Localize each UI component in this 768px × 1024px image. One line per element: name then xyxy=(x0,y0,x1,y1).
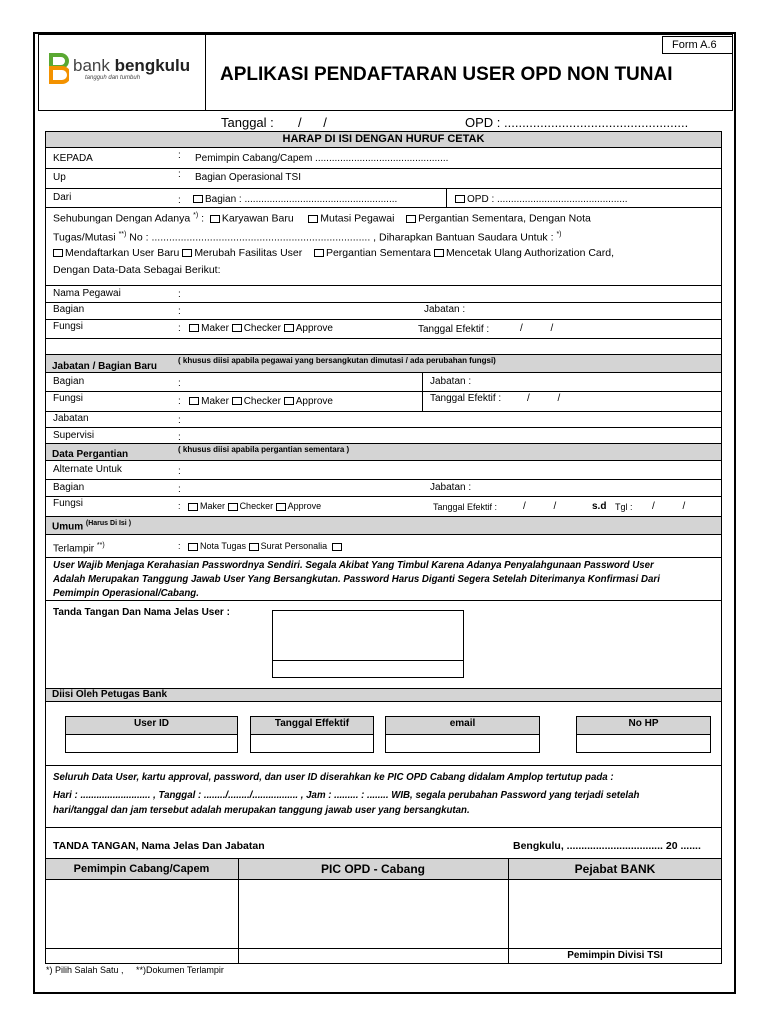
pergantian-bar xyxy=(45,443,722,461)
checkbox-mutasi[interactable] xyxy=(308,215,318,223)
row-line xyxy=(45,557,722,558)
checkbox-pg-approve[interactable] xyxy=(276,503,286,511)
dari-divider xyxy=(446,188,447,207)
pg-fungsi-options xyxy=(178,502,321,511)
bank-logo-icon xyxy=(47,52,69,84)
checkbox-jb-approve[interactable] xyxy=(284,397,294,405)
petugas-title: Diisi Oleh Petugas Bank xyxy=(52,689,168,700)
row-line xyxy=(45,391,722,392)
logo-tagline: tangguh dan tumbuh xyxy=(85,75,141,81)
row-line xyxy=(45,827,722,828)
sehubungan-text: Sehubungan Dengan Adanya xyxy=(53,212,191,225)
dari-opd-field[interactable] xyxy=(455,195,628,205)
pemimpin-divisi-tsi: Pemimpin Divisi TSI xyxy=(567,950,663,961)
col-pejabat-bank: Pejabat BANK xyxy=(574,862,656,876)
colon: : xyxy=(178,396,181,407)
approve-label: Approve xyxy=(295,396,333,407)
alternate-label: Alternate Untuk xyxy=(53,464,122,475)
terlampir-label xyxy=(53,542,105,554)
ttd-user-label: Tanda Tangan Dan Nama Jelas User : xyxy=(53,607,230,618)
opt-merubah-label: Merubah Fasilitas User xyxy=(194,247,303,259)
dari-bagian-text: Bagian : ....................................................... xyxy=(205,194,398,205)
checkbox-approve[interactable] xyxy=(284,324,294,332)
row-line xyxy=(45,207,722,208)
tanggal-label: Tanggal : xyxy=(221,115,274,130)
checkbox-mendaftar[interactable] xyxy=(53,249,63,257)
checker-label: Checker xyxy=(243,396,281,407)
colon: : xyxy=(178,415,181,426)
pergantian-title: Data Pergantian xyxy=(52,449,129,460)
checkbox-pg-checker[interactable] xyxy=(228,503,238,511)
bagian-label: Bagian xyxy=(53,304,85,315)
seluruh-line-3: hari/tanggal dan jam tersebut adalah merupakan tanggung jawab user yang bersangkutan. xyxy=(53,805,470,816)
pergantian-note: ( khusus diisi apabila pergantian sementara ) xyxy=(178,445,350,454)
fungsi-options xyxy=(178,324,333,334)
fungsi-label: Fungsi xyxy=(53,321,84,332)
checkbox-pergantian[interactable] xyxy=(314,249,324,257)
banner-text: HARAP DI ISI DENGAN HURUF CETAK xyxy=(282,133,485,145)
pg-tgl-efektif-label: Tanggal Efektif : xyxy=(433,502,498,512)
jb-jabatan-label: Jabatan : xyxy=(430,376,472,387)
maker-label: Maker xyxy=(200,501,226,511)
checkbox-pg-maker[interactable] xyxy=(188,503,198,511)
row-line xyxy=(45,411,722,412)
colon: : xyxy=(178,484,181,495)
sd-label: s.d xyxy=(592,501,607,512)
opt-mencetak-label: Mencetak Ulang Authorization Card, xyxy=(445,247,615,259)
signature-pejabat-bank-area[interactable] xyxy=(509,881,721,948)
place-date[interactable]: Bengkulu, ................................. 20 ....... xyxy=(513,840,701,852)
umum-bar xyxy=(45,516,722,535)
col-pemimpin-cabang: Pemimpin Cabang/Capem xyxy=(73,863,210,875)
checkbox-jb-checker[interactable] xyxy=(232,397,242,405)
nama-pegawai-label: Nama Pegawai xyxy=(53,288,121,299)
nota-tugas-label: Nota Tugas xyxy=(200,541,247,551)
umum-title-sup: (Harus Di Isi ) xyxy=(85,520,132,527)
checker-label: Checker xyxy=(243,323,281,334)
colon: : xyxy=(178,541,181,551)
dari-label: Dari xyxy=(53,192,72,203)
row-line xyxy=(45,338,722,339)
pg-fungsi-label: Fungsi xyxy=(53,498,84,509)
row-line xyxy=(45,496,722,497)
colon: : xyxy=(178,306,181,317)
tugas-mutasi-text: Tugas/Mutasi xyxy=(53,231,116,244)
kepada-label: KEPADA xyxy=(53,153,93,164)
email-label: email xyxy=(449,718,476,729)
row-line xyxy=(45,479,722,480)
nomor-field[interactable]: No : ........................................................................... , Diharapkan Bantuan Saudara Untuk : xyxy=(129,231,554,244)
tanggal-slashes: / / xyxy=(298,115,327,130)
signature-pemimpin-cabang-area[interactable] xyxy=(46,881,237,948)
notice-line-2: Adalah Merupakan Tanggung Jawab User Yang Bersangkutan. Password Harus Diganti Segera Setelah Diterimanya Konfirmasi Dari xyxy=(53,574,660,585)
opd-header-field[interactable]: OPD : ................................................... xyxy=(465,115,689,130)
maker-label: Maker xyxy=(201,323,229,334)
row-line xyxy=(45,168,722,169)
colon: : xyxy=(178,289,181,300)
logo-text-bold: bengkulu xyxy=(114,56,191,75)
up-value: Bagian Operasional TSI xyxy=(195,172,301,183)
colon: : xyxy=(201,212,205,225)
terlampir-options xyxy=(178,542,344,551)
col-divider xyxy=(422,373,423,411)
jb-fungsi-label: Fungsi xyxy=(53,393,84,404)
colon: : xyxy=(178,378,181,389)
sehubungan-line1 xyxy=(53,212,591,224)
opt-mendaftar-label: Mendaftarkan User Baru xyxy=(65,247,180,259)
jb-supervisi-label: Supervisi xyxy=(53,430,95,441)
colon: : xyxy=(178,323,181,334)
user-signature-box[interactable] xyxy=(272,610,464,678)
footnote-mark: **) xyxy=(118,231,127,238)
colon: : xyxy=(178,432,181,443)
col-pic-opd: PIC OPD - Cabang xyxy=(320,862,425,876)
pg-bagian-label: Bagian xyxy=(53,482,85,493)
approve-label: Approve xyxy=(287,501,322,511)
row-line xyxy=(45,600,722,601)
umum-title xyxy=(52,520,131,532)
dari-colon: : xyxy=(178,195,181,206)
checkbox-mencetak[interactable] xyxy=(434,249,444,257)
row-line xyxy=(45,427,722,428)
checkbox-nota-tugas[interactable] xyxy=(188,543,198,551)
logo-text-light: bank xyxy=(73,56,115,75)
checker-label: Checker xyxy=(239,501,274,511)
kepada-colon: : xyxy=(178,150,181,161)
pg-tgl-slashes-2[interactable]: / / xyxy=(652,501,686,512)
form-code: Form A.6 xyxy=(672,39,717,51)
email-field[interactable] xyxy=(385,734,540,753)
sehubungan-line4: Dengan Data-Data Sebagai Berikut: xyxy=(53,264,221,276)
dari-bagian-field[interactable] xyxy=(193,195,397,205)
row-line xyxy=(45,188,722,189)
row-line xyxy=(45,319,722,320)
notice-line-3: Pemimpin Operasional/Cabang. xyxy=(53,588,199,599)
opt-karyawan-label: Karyawan Baru xyxy=(221,212,294,225)
colon: : xyxy=(178,501,181,511)
maker-label: Maker xyxy=(201,396,229,407)
footnote-mark: **) xyxy=(96,542,105,549)
checkbox-jb-maker[interactable] xyxy=(189,397,199,405)
colon: : xyxy=(178,466,181,477)
up-colon: : xyxy=(178,169,181,180)
signature-pic-opd-area[interactable] xyxy=(239,881,507,948)
checkbox-merubah[interactable] xyxy=(182,249,192,257)
dari-opd-text: OPD : ............................................... xyxy=(467,194,628,205)
seluruh-line-2[interactable]: Hari : .......................... , Tanggal : ......../......../................. , Jam : ......... : ........ WIB, segala perubahan Password yang terjadi setelah xyxy=(53,790,640,801)
pg-tgl-slashes[interactable]: / / xyxy=(523,501,557,512)
jb-fungsi-options xyxy=(178,397,333,407)
checkbox-maker[interactable] xyxy=(189,324,199,332)
row-line xyxy=(45,285,722,286)
up-label: Up xyxy=(53,172,66,183)
sehubungan-line2 xyxy=(53,231,562,243)
tgl-efektif-slashes[interactable]: / / xyxy=(520,323,554,334)
row-line xyxy=(45,948,722,949)
checkbox-pengganti[interactable] xyxy=(406,215,416,223)
checkbox-karyawan-baru[interactable] xyxy=(210,215,220,223)
jabatan-label: Jabatan : xyxy=(424,304,466,315)
surat-personalia-label: Surat Personalia xyxy=(260,541,328,551)
signature-name-line xyxy=(272,660,464,661)
user-id-label: User ID xyxy=(133,718,169,729)
signature-title: TANDA TANGAN, Nama Jelas Dan Jabatan xyxy=(53,840,265,852)
row-line xyxy=(45,302,722,303)
pg-jabatan-label: Jabatan : xyxy=(430,482,472,493)
no-hp-field[interactable] xyxy=(576,734,711,753)
jb-bagian-label: Bagian xyxy=(53,376,85,387)
umum-title-text: Umum xyxy=(52,521,84,533)
kepada-value[interactable]: Pemimpin Cabang/Capem ................................................ xyxy=(195,153,449,164)
checkbox-checker[interactable] xyxy=(232,324,242,332)
jabatan-baru-note: ( khusus diisi apabila pegawai yang bersangkutan dimutasi / ada perubahan fungsi) xyxy=(178,356,496,365)
jb-jabatan-row: Jabatan xyxy=(53,413,89,424)
footnote: *) Pilih Salah Satu , **)Dokumen Terlampir xyxy=(46,965,224,975)
jb-tgl-efektif-label: Tanggal Efektif : xyxy=(430,393,502,404)
jabatan-baru-title: Jabatan / Bagian Baru xyxy=(52,361,158,372)
tgl-efektif-label: Tanggal Efektif : xyxy=(418,324,490,335)
checkbox-surat-personalia[interactable] xyxy=(249,543,259,551)
seluruh-line-1: Seluruh Data User, kartu approval, password, dan user ID diserahkan ke PIC OPD Cabang didalam Amplop tertutup pada : xyxy=(53,772,614,783)
approve-label: Approve xyxy=(295,323,333,334)
terlampir-text: Terlampir xyxy=(53,543,95,555)
no-hp-label: No HP xyxy=(628,718,659,729)
tanggal-effektif-field[interactable] xyxy=(250,734,374,753)
user-id-field[interactable] xyxy=(65,734,238,753)
opt-pergantian-label: Pergantian Sementara xyxy=(325,247,432,259)
tgl-label: Tgl : xyxy=(615,502,633,512)
bank-logo xyxy=(47,52,207,86)
checkbox-lainnya[interactable] xyxy=(332,543,342,551)
footnote-mark: *) xyxy=(193,212,199,219)
notice-line-1: User Wajib Menjaga Kerahasian Passwordnya Sendiri. Segala Akibat Yang Timbul Karena Adanya Penyalahgunaan Password User xyxy=(53,560,654,571)
checkbox-bagian[interactable] xyxy=(193,195,203,203)
opt-mutasi-label: Mutasi Pegawai xyxy=(320,212,395,225)
row-line xyxy=(45,765,722,766)
page-title: APLIKASI PENDAFTARAN USER OPD NON TUNAI xyxy=(220,64,673,85)
opt-pengganti-label: Pergantian Sementara, Dengan Nota xyxy=(418,212,591,225)
footnote-mark: *) xyxy=(556,231,562,238)
jb-tgl-slashes[interactable]: / / xyxy=(527,393,561,404)
tanggal-effektif-label: Tanggal Effektif xyxy=(274,718,350,729)
checkbox-opd[interactable] xyxy=(455,195,465,203)
sehubungan-line3 xyxy=(53,248,614,259)
